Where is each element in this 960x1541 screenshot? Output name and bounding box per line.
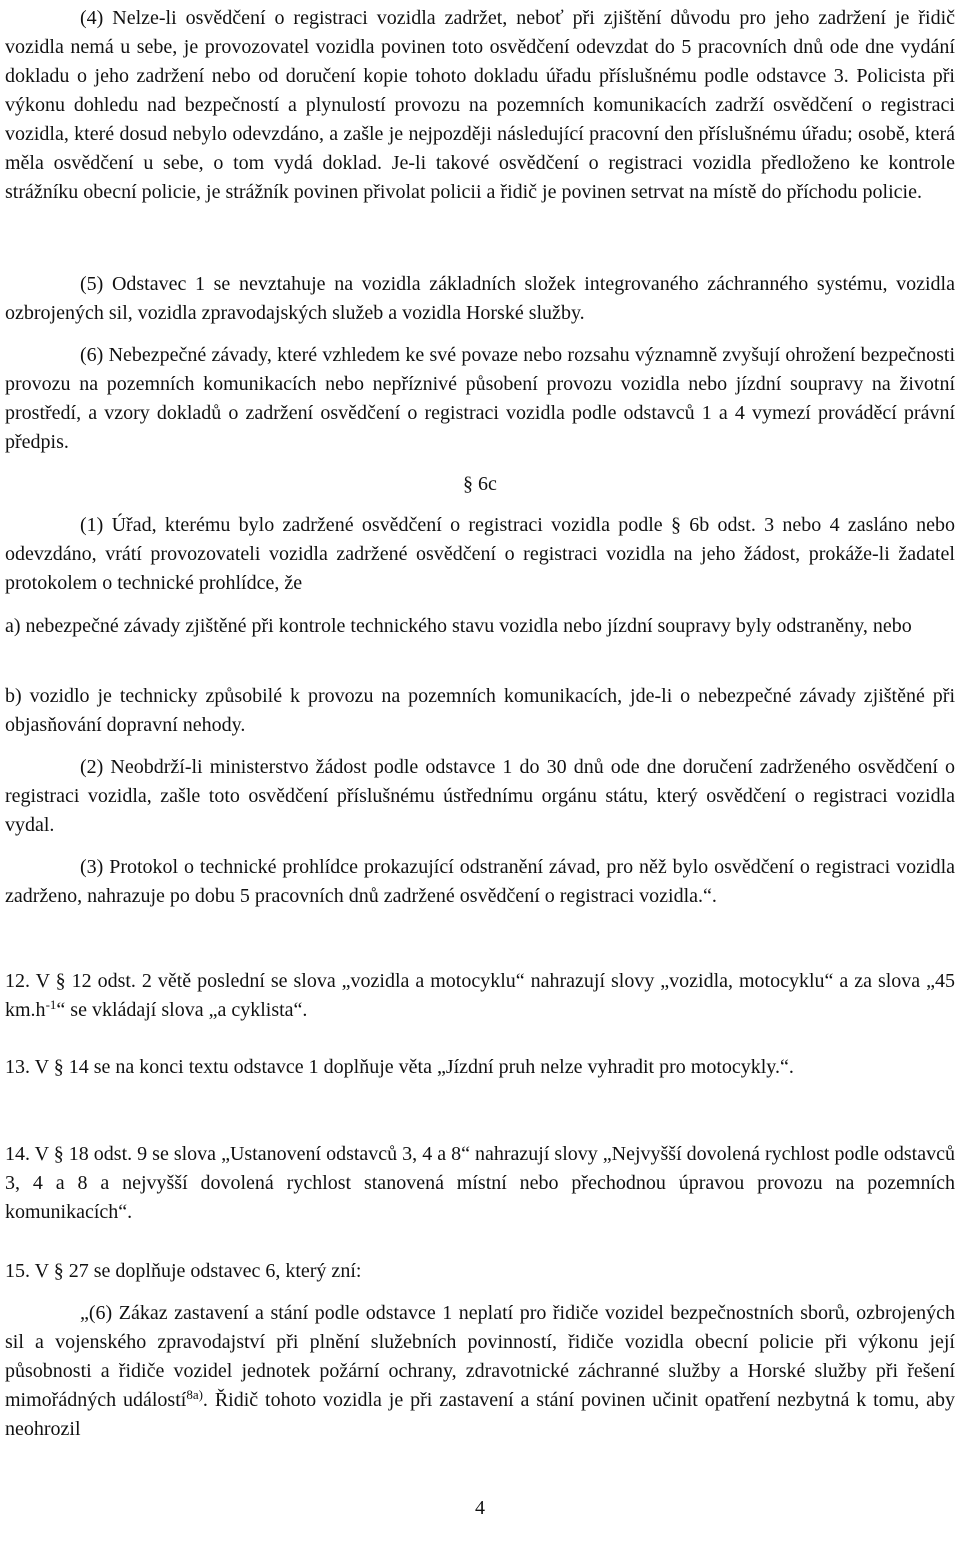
paragraph-6c-3: (3) Protokol o technické prohlídce prokazující odstranění závad, pro něž bylo osvědčení o registraci vozidla zadrženo, nahrazuje po dobu 5 pracovních dnů zadržené osvědčení o registraci vozidla.“.	[5, 856, 955, 907]
amendment-point-14: 14. V § 18 odst. 9 se slova „Ustanovení odstavců 3, 4 a 8“ nahrazují slovy „Nejvyšší dovolená rychlost podle odstavců 3, 4 a 8 a nejvyšší dovolená rychlost stanovená místní nebo přechodnou úpravou provozu na pozemních komunikacích“.	[5, 1143, 955, 1223]
list-item-a: a) nebezpečné závady zjištěné při kontrole technického stavu vozidla nebo jízdní soupravy byly odstraněny, nebo	[5, 615, 912, 637]
list-item-b: b) vozidlo je technicky způsobilé k provozu na pozemních komunikacích, jde-li o nebezpečné závady zjištěné při objasňování dopravní nehody.	[5, 685, 955, 736]
paragraph-6b-4: (4) Nelze-li osvědčení o registraci vozidla zadržet, neboť při zjištění důvodu pro jeho zadržení je řidič vozidla nemá u sebe, je provozovatel vozidla povinen toto osvědčení odevzdat do 5 pracovních dnů ode dne vydání dokladu o jeho zadržení nebo od doručení kopie tohoto dokladu úřadu příslušnému podle odstavce 3. Policista při výkonu dohledu nad bezpečností a plynulostí provozu na pozemních komunikacích zadrží osvědčení o registraci vozidla, které dosud nebylo odevzdáno, a zašle je nejpozději následující pracovní den příslušnému úřadu; osobě, která měla osvědčení u sebe, o tom vydá doklad. Je-li takové osvědčení o registraci vozidla předloženo ke kontrole strážníku obecní policie, je strážník povinen přivolat policii a řidič je povinen setrvat na místě do příchodu policie.	[5, 7, 955, 203]
footnote-reference: 8a)	[186, 1387, 203, 1402]
amendment-point-12	[5, 967, 955, 1025]
point-12-text-end: “ se vkládají slova „a cyklista“.	[56, 999, 308, 1021]
point-12-text: 12. V § 12 odst. 2 větě poslední se slova „vozidla a motocyklu“ nahrazují slovy „vozidla, motocyklu“ a za slova „45 km.h	[5, 970, 955, 1021]
point-12-superscript: -1	[45, 997, 57, 1012]
quote-text: „(6) Zákaz zastavení a stání podle odstavce 1 neplatí pro řidiče vozidel bezpečnostních sborů, ozbrojených sil a vojenského zpravodajství při plnění služebních povinností, řidiče vozidla obecní policie při výkonu její působnosti a řidiče vozidel jednotek požární ochrany, zdravotnické záchranné služby a Horské služby při řešení mimořádných událostí	[5, 1302, 955, 1411]
amendment-point-15: 15. V § 27 se doplňuje odstavec 6, který zní:	[5, 1260, 362, 1282]
paragraph-6c-2: (2) Neobdrží-li ministerstvo žádost podle odstavce 1 do 30 dnů ode dne doručení zadrženého osvědčení o registraci vozidla, zašle toto osvědčení příslušnému ústřednímu orgánu státu, který osvědčení o registraci vozidla vydal.	[5, 756, 955, 836]
paragraph-6c-1: (1) Úřad, kterému bylo zadržené osvědčení o registraci vozidla podle § 6b odst. 3 nebo 4 zasláno nebo odevzdáno, vrátí provozovateli vozidla zadržené osvědčení o registraci vozidla na jeho žádost, prokáže-li žadatel protokolem o technické prohlídce, že	[5, 514, 955, 594]
section-heading-6c: § 6c	[463, 473, 497, 495]
quote-text-end: . Řidič tohoto vozidla je při zastavení a stání povinen učinit opatření nezbytná k tomu, aby neohrozil	[5, 1389, 955, 1440]
amendment-point-13: 13. V § 14 se na konci textu odstavce 1 doplňuje věta „Jízdní pruh nelze vyhradit pro motocykly.“.	[5, 1056, 794, 1078]
quoted-paragraph-27-6	[5, 1299, 955, 1444]
paragraph-6b-6: (6) Nebezpečné závady, které vzhledem ke své povaze nebo rozsahu významně zvyšují ohrožení bezpečnosti provozu na pozemních komunikacích nebo nepříznivé působení provozu vozidla nebo jízdní soupravy na životní prostředí, a vzory dokladů o zadržení osvědčení o registraci vozidla podle odstavců 1 a 4 vymezí prováděcí právní předpis.	[5, 344, 955, 453]
page-number: 4	[475, 1497, 485, 1519]
paragraph-6b-5: (5) Odstavec 1 se nevztahuje na vozidla základních složek integrovaného záchranného systému, vozidla ozbrojených sil, vozidla zpravodajských služeb a vozidla Horské služby.	[5, 273, 955, 324]
